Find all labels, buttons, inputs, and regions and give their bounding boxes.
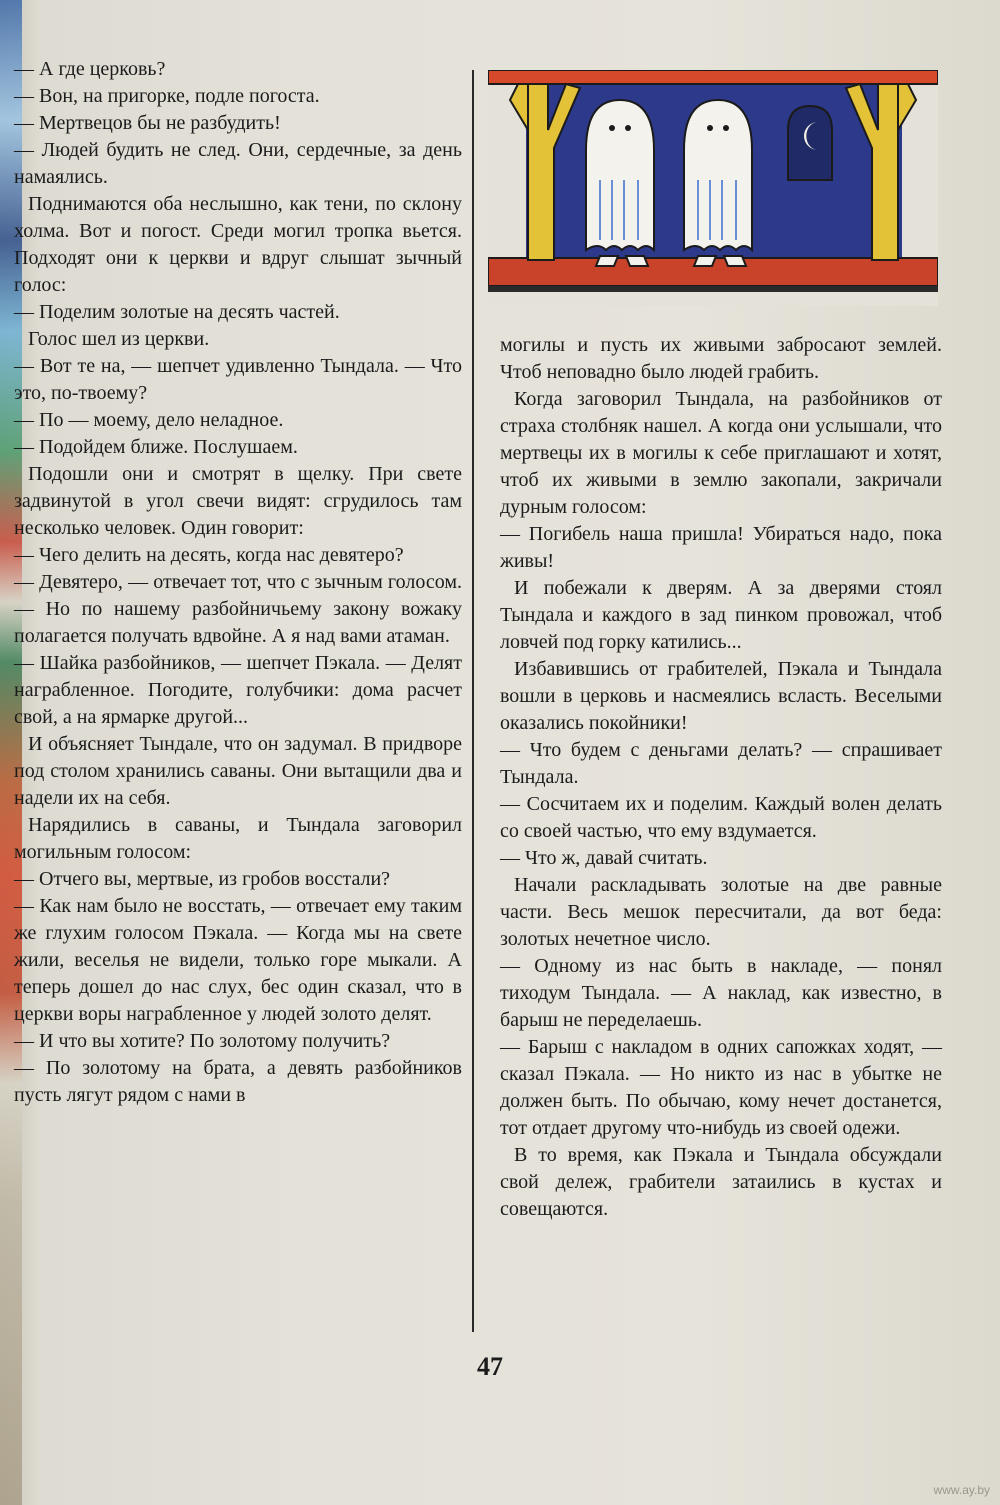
ghosts-illustration [488, 70, 938, 306]
paragraph: Начали раскладывать золотые на две равные части. Весь мешок пересчитали, да вот беда: золотых нечетное число. [500, 874, 942, 950]
paragraph: Нарядились в саваны, и Тындала заговорил могильным голосом: [14, 814, 462, 863]
paragraph: — Чего делить на десять, когда нас девятеро? [14, 544, 404, 566]
paragraph: — Одному из нас быть в накладе, — понял тиходум Тындала. — А наклад, как известно, в барыш не переделаешь. [500, 955, 942, 1031]
paragraph: — Девятеро, — отвечает тот, что с зычным голосом. — Но по нашему разбойничьему закону вожаку полагается получать вдвойне. А я над вами атаман. [14, 571, 462, 647]
paragraph: Поднимаются оба неслышно, как тени, по склону холма. Вот и погост. Среди могил тропка вьется. Подходят они к церкви и вдруг слышат зычный голос: [14, 193, 462, 296]
paragraph: — Шайка разбойников, — шепчет Пэкала. — Делят награбленное. Погодите, голубчики: дома расчет свой, а на ярмарке другой... [14, 652, 462, 728]
page-number: 47 [477, 1352, 503, 1381]
paragraph: — Поделим золотые на десять частей. [14, 301, 340, 323]
paragraph: Подошли они и смотрят в щелку. При свете задвинутой в угол свечи видят: сгрудилось там несколько человек. Один говорит: [14, 463, 462, 539]
paragraph: Избавившись от грабителей, Пэкала и Тындала вошли в церковь и насмеялись всласть. Веселыми оказались покойники! [500, 658, 942, 734]
right-text-column [500, 332, 942, 1223]
paragraph: — Барыш с накладом в одних сапожках ходят, — сказал Пэкала. — Но никто из нас в убытке не должен быть. По обычаю, кому нечет достанется, тот отдает другому что-нибудь из своей одежи. [500, 1036, 942, 1139]
paragraph: Голос шел из церкви. [28, 328, 210, 350]
column-divider [472, 70, 474, 1332]
paragraph: Когда заговорил Тындала, на разбойников от страха столбняк нашел. А когда они услышали, что мертвецы их в могилы к себе приглашают и хотят, чтоб их живыми в землю закопали, закричали дурным голосом: [500, 388, 942, 518]
paragraph: — Людей будить не след. Они, сердечные, за день намаялись. [14, 139, 462, 188]
paragraph: — Что ж, давай считать. [500, 847, 708, 869]
left-text-column [14, 56, 462, 1109]
paragraph: — Что будем с деньгами делать? — спрашивает Тындала. [500, 739, 942, 788]
paragraph: И побежали к дверям. А за дверями стоял Тындала и каждого в зад пинком провожал, чтоб ловчей под горку катились... [500, 577, 942, 653]
watermark: www.ay.by [933, 1483, 990, 1497]
paragraph: — Подойдем ближе. Послушаем. [14, 436, 298, 458]
paragraph: могилы и пусть их живыми забросают землей. Чтоб неповадно было людей грабить. [500, 334, 942, 383]
paragraph: — Вон, на пригорке, подле погоста. [14, 85, 320, 107]
paragraph: — Погибель наша пришла! Убираться надо, пока живы! [500, 523, 942, 572]
paragraph: В то время, как Пэкала и Тындала обсуждали свой дележ, грабители затаились в кустах и совещаются. [500, 1144, 942, 1220]
paragraph: — А где церковь? [14, 58, 166, 80]
paragraph: — И что вы хотите? По золотому получить? [14, 1030, 391, 1052]
paragraph: И объясняет Тындале, что он задумал. В придворе под столом хранились саваны. Они вытащили два и надели их на себя. [14, 733, 462, 809]
paragraph: — Мертвецов бы не разбудить! [14, 112, 281, 134]
paragraph: — По — моему, дело неладное. [14, 409, 284, 431]
paragraph: — Отчего вы, мертвые, из гробов восстали? [14, 868, 391, 890]
paragraph: — Вот те на, — шепчет удивленно Тындала. — Что это, по-твоему? [14, 355, 462, 404]
paragraph: — Как нам было не восстать, — отвечает ему таким же глухим голосом Пэкала. — Когда мы на свете жили, веселья не видели, только горе мыкали. А теперь дошел до нас слух, бес один сказал, что в церкви воры награбленное у людей золото делят. [14, 895, 462, 1025]
paragraph: — По золотому на брата, а девять разбойников пусть лягут рядом с нами в [14, 1057, 462, 1106]
paragraph: — Сосчитаем их и поделим. Каждый волен делать со своей частью, что ему вздумается. [500, 793, 942, 842]
